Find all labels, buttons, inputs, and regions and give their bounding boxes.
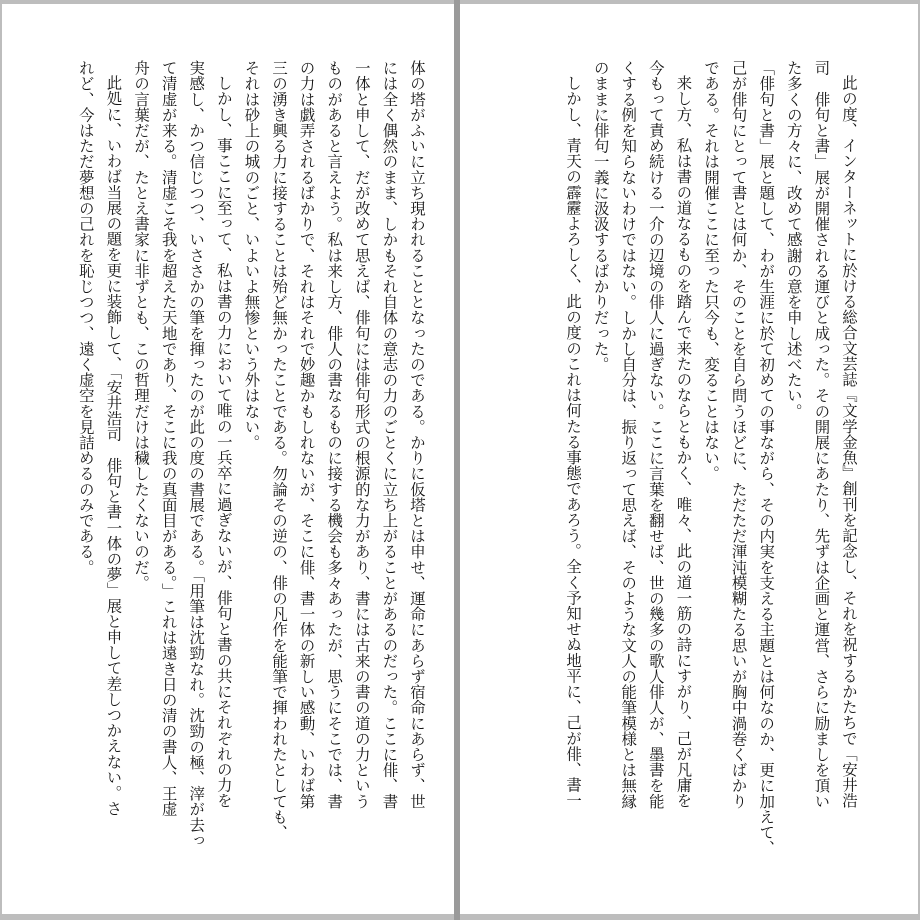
text-column: には全く偶然のまま、しかもそれ自体の意志の力のごとくに立ち上がることがあるのだった。ここに俳、書 [380,60,399,809]
text-column: ものがあると言えよう。私は来し方、俳人の書なるものに接する機会も多々あったが、思うにそこでは、書 [325,60,344,809]
text-column: しかし、事ここに至って、私は書の力において唯の一兵卒に過ぎないが、俳句と書の共にそれぞれの力を [214,75,233,809]
text-column: れど、今はただ夢想の己れを恥じつつ、遠く虚空を見詰めるのみである。 [76,60,95,575]
right-page [460,4,918,914]
text-column: 今もって責め続ける一介の辺境の俳人に過ぎない。ここに言葉を翻せば、世の幾多の歌人俳人が、墨書を能 [646,60,665,809]
text-column: 実感し、かつ信じつつ、いささかの筆を揮ったのが此の度の書展である。「用筆は沈勁なれ。沈勁の極、滓が去っ [187,60,206,848]
text-column: 己が俳句にとって書とは何か、そのことを自ら問うほどに、ただただ渾沌模糊たる思いが胸中渦巻くばかり [729,60,748,809]
text-column: 舟の言葉だが、たとえ書家に非ずとも、この哲理だけは穢したくないのだ。 [132,60,151,591]
text-column: た多くの方々に、改めて感謝の意を申し述べたい。 [784,60,803,419]
text-column: 来し方、私は書の道なるものを踏んで来たのならともかく、唯々、此の道一筋の詩にすがり、己が凡庸を [674,75,693,809]
left-page-text [71,60,430,850]
text-column: 此の度、インターネットに於ける総合文芸誌『文学金魚』創刊を記念し、それを祝するかたちで「安井浩 [840,75,858,809]
text-column: 此処に、いわば当展の題を更に装飾して、「安井浩司 俳句と書一体の夢」展と申して差しつかえない。さ [104,75,123,817]
text-column: 体の塔がふいに立ち現われることとなったのである。かりに仮塔とは申せ、運命にあらず宿命にあらず、世 [408,60,426,809]
text-column: のままに俳句一義に汲汲するばかりだった。 [591,60,610,372]
text-column: である。それは開催ここに至った只今も、変ることはない。 [702,60,721,482]
text-column: それは砂上の城のごと、いよいよ無惨という外はない。 [242,60,261,450]
text-column: 三の湧き興る力に接することは殆ど無かったことである。勿論その逆の、俳の凡作を能筆で揮われたとしても、 [270,60,289,840]
right-page-text [558,60,862,856]
text-column: くする例を知らないわけではない。しかし自分は、振り返って思えば、そのような文人の能筆模様とは無縁 [619,60,638,809]
text-column: 「俳句と書」展と題して、わが生涯に於て初めての事ながら、その内実を支える主題とは何なのか、更に加えて、 [757,60,776,856]
text-column: の力は戯弄されるばかりで、それはそれで妙趣かもしれないが、そこに俳、書一体の新しい感動、いわば第 [297,60,316,809]
text-column: 一体と申して、だが改めて思えば、俳句には俳句形式の根源的な力があり、書には古来の書の道の力という [352,60,371,809]
text-column: て清虚が来る。清虚こそ我を超えた天地であり、そこに我の真面目がある。」これは遠き日の清の書人、王虚 [159,60,178,817]
text-column: しかし、青天の霹靂よろしく、此の度のこれは何たる事態であろう。全く予知せぬ地平に、己が俳、書一 [564,75,583,809]
left-page [2,4,454,914]
text-column: 司 俳句と書」展が開催される運びと成った。その開展にあたり、先ずは企画と運営、さらに励ましを頂い [812,60,831,809]
